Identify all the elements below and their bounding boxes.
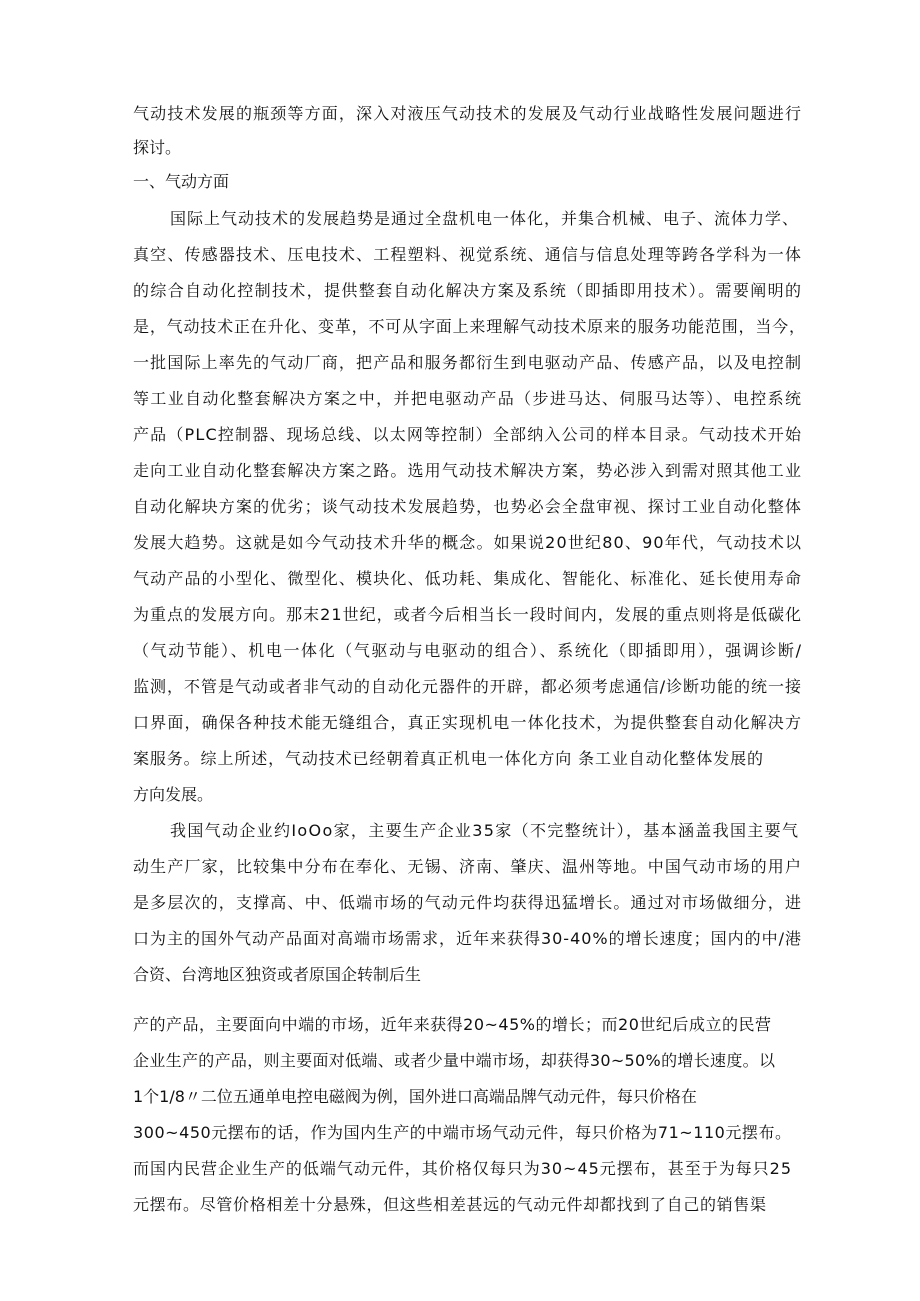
text-line-4: 国际上气动技术的发展趋势是通过全盘机电一体化，并集合机械、电子、流体力学、	[170, 209, 800, 228]
text-line-13: 发展大趋势。这就是如今气动技术升华的概念。如果说20世纪80、90年代，气动技术以	[133, 533, 803, 552]
text-line-10: 产品（PLC控制器、现场总线、以太网等控制）全部纳入公司的样本目录。气动技术开始	[133, 425, 803, 444]
text-line-7: 是，气动技术正在升化、变革，不可从字面上来理解气动技术原来的服务功能范围，当今，	[133, 317, 806, 336]
text-line-19: 案服务。综上所述，气动技术已经朝着真正机电一体化方向 条工业自动化整体发展的	[133, 749, 764, 768]
text-line-15: 为重点的发展方向。那末21世纪，或者今后相当长一段时间内，发展的重点则将是低碳化	[133, 605, 803, 624]
text-line-8: 一批国际上率先的气动厂商，把产品和服务都衍生到电驱动产品、传感产品，以及电控制	[133, 353, 803, 372]
text-line-31: 元摆布。尽管价格相差十分悬殊，但这些相差甚远的气动元件却都找到了自己的销售渠	[133, 1195, 767, 1214]
text-line-11: 走向工业自动化整套解决方案之路。选用气动技术解决方案，势必涉入到需对照其他工业	[133, 461, 803, 480]
text-line-29: 300~450元摆布的话，作为国内生产的中端市场气动元件，每只价格为71~110元摆布。	[133, 1123, 792, 1142]
section-heading: 一、气动方面	[133, 172, 230, 191]
text-line-18: 口界面，确保各种技术能无缝组合，真正实现机电一体化技术，为提供整套自动化解决方	[133, 713, 803, 732]
text-line-12: 自动化解块方案的优劣；谈气动技术发展趋势，也势必会全盘审视、探讨工业自动化整体	[133, 497, 803, 516]
text-line-30: 而国内民营企业生产的低端气动元件，其价格仅每只为30~45元摆布，甚至于为每只25	[133, 1159, 792, 1178]
text-line-22: 动生产厂家，比较集中分布在奉化、无锡、济南、肇庆、温州等地。中国气动市场的用户	[133, 857, 803, 876]
text-line-16: （气动节能）、机电一体化（气驱动与电驱动的组合）、系统化（即插即用），强调诊断/	[133, 641, 803, 660]
text-line-25: 合资、台湾地区独资或者原国企转制后生	[133, 965, 422, 984]
text-line-21: 我国气动企业约IoOo家，主要生产企业35家（不完整统计），基本涵盖我国主要气	[170, 821, 800, 840]
text-line-17: 监测，不管是气动或者非气动的自动化元器件的开辟，都必须考虑通信/诊断功能的统一接	[133, 677, 802, 696]
text-line-6: 的综合自动化控制技术，提供整套自动化解决方案及系统（即插即用技术）。需要阐明的	[133, 281, 803, 300]
text-line-5: 真空、传感器技术、压电技术、工程塑料、视觉系统、通信与信息处理等跨各学科为一体	[133, 245, 803, 264]
text-line-23: 是多层次的，支撑高、中、低端市场的气动元件均获得迅猛增长。通过对市场做细分，进	[133, 893, 803, 912]
text-line-24: 口为主的国外气动产品面对高端市场需求，近年来获得30-40%的增长速度；国内的中/港	[133, 929, 803, 948]
text-line-20: 方向发展。	[133, 785, 214, 804]
text-line-1: 气动技术发展的瓶颈等方面，深入对液压气动技术的发展及气动行业战略性发展问题进行	[133, 104, 803, 123]
text-line-14: 气动产品的小型化、微型化、模块化、低功耗、集成化、智能化、标准化、延长使用寿命	[133, 569, 803, 588]
text-line-28: 1个1/8〃二位五通单电控电磁阀为例，国外进口高端品牌气动元件，每只价格在	[133, 1087, 697, 1106]
text-line-9: 等工业自动化整套解决方案之中，并把电驱动产品（步进马达、伺服马达等）、电控系统	[133, 389, 803, 408]
text-line-2: 探讨。	[133, 138, 182, 157]
text-line-26: 产的产品，主要面向中端的市场，近年来获得20~45%的增长；而20世纪后成立的民营	[133, 1015, 772, 1034]
text-line-27: 企业生产的产品，则主要面对低端、或者少量中端市场，却获得30~50%的增长速度。以	[133, 1051, 776, 1070]
